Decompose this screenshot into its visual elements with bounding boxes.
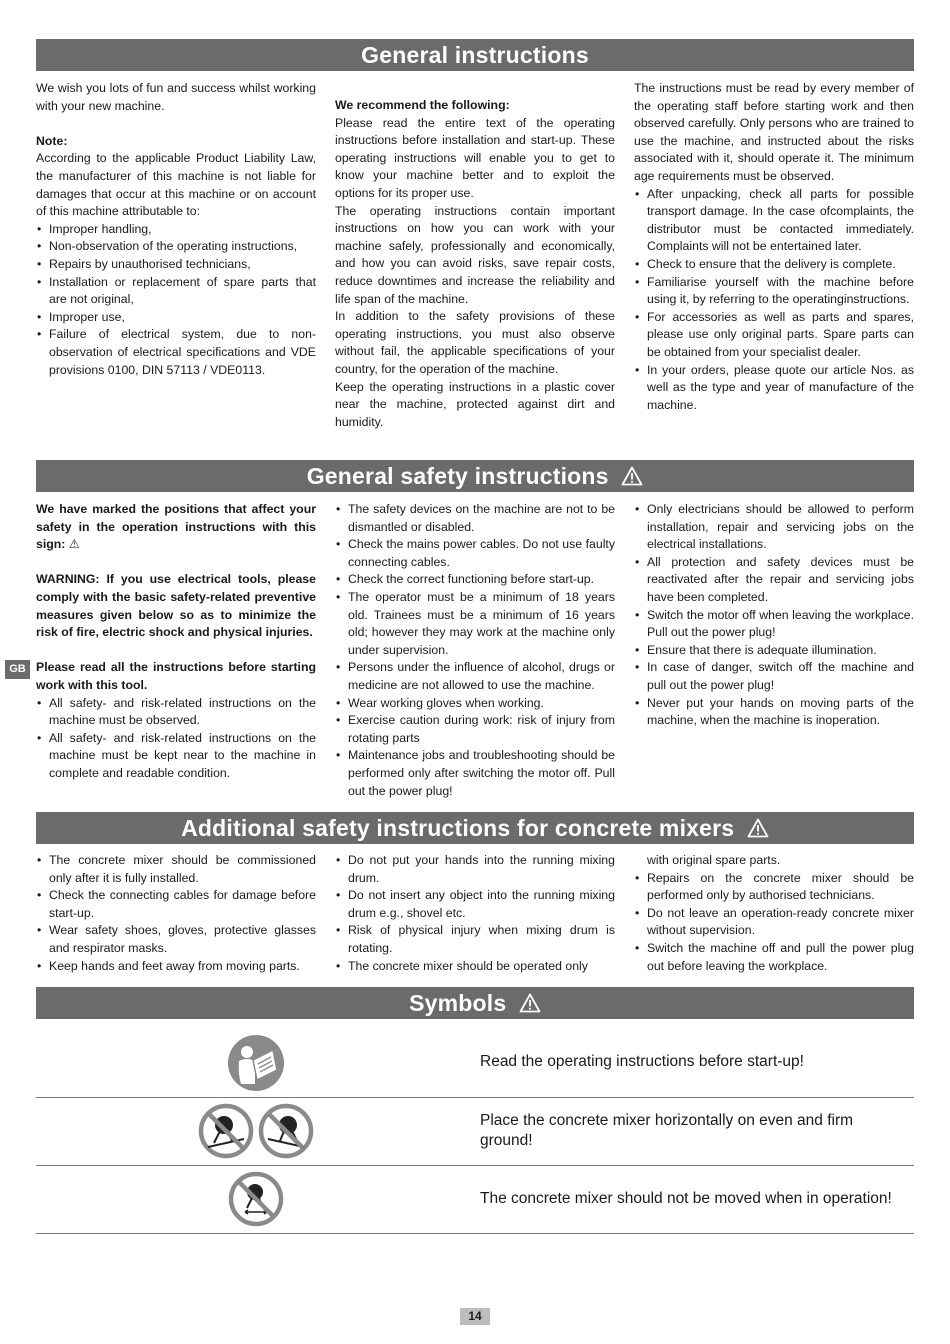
list-item: • Keep hands and feet away from moving parts.	[36, 958, 316, 976]
list-item: • Check the mains power cables. Do not use faulty connecting cables.	[335, 536, 615, 571]
list-item: • Do not insert any object into the running mixing drum e.g., shovel etc.	[335, 887, 615, 922]
sign-explanation: We have marked the positions that affect your safety in the operation instructions with this sign: ⚠	[36, 502, 316, 552]
paragraph: Keep the operating instructions in a plastic cover near the machine, protected against dirt and humidity.	[335, 379, 615, 429]
list-item: • Failure of electrical system, due to non-observation of electrical specifications and VDE provisions 0100, DIN 57113 / VDE0113.	[36, 326, 316, 379]
list-item: • Switch the motor off when leaving the workplace. Pull out the power plug!	[634, 607, 914, 642]
list-item: • Persons under the influence of alcohol, drugs or medicine are not allowed to use the machine.	[335, 659, 615, 694]
list-item: • Switch the machine off and pull the power plug out before leaving the workplace.	[634, 940, 914, 975]
no-tilt-left-icon	[198, 1103, 254, 1159]
list-item: • The concrete mixer should be commissioned only after it is fully installed.	[36, 852, 316, 887]
additional-list-1	[36, 852, 316, 975]
section-heading-symbols: Symbols	[36, 987, 914, 1019]
note-heading: Note:	[36, 133, 68, 148]
section-heading-safety: General safety instructions	[36, 460, 914, 492]
list-item: • Only electricians should be allowed to perform installation, repair and servicing jobs on the electrical installations.	[634, 501, 914, 554]
list-item: • Wear safety shoes, gloves, protective glasses and respirator masks.	[36, 922, 316, 957]
general-column-2	[335, 97, 615, 431]
list-item: • Improper handling,	[36, 221, 316, 239]
page-number: 14	[460, 1308, 490, 1325]
safety-list-1	[36, 695, 316, 783]
list-item: • Installation or replacement of spare parts that are not original,	[36, 274, 316, 309]
language-tab: GB	[5, 660, 30, 679]
list-item: • After unpacking, check all parts for possible transport damage. In the case ofcomplaints, the distributor must be contacted immediately. Complaints will not be entertained later.	[634, 186, 914, 256]
additional-list-2	[335, 852, 615, 975]
symbol-row	[36, 1030, 914, 1098]
safety-list-3	[634, 501, 914, 730]
list-item: • Risk of physical injury when mixing drum is rotating.	[335, 922, 615, 957]
list-item: • Non-observation of the operating instructions,	[36, 238, 316, 256]
list-item: • Check the correct functioning before start-up.	[335, 571, 615, 589]
list-item: • The concrete mixer should be operated only	[335, 958, 615, 976]
list-item: • The safety devices on the machine are not to be dismantled or disabled.	[335, 501, 615, 536]
symbol-description: Read the operating instructions before start-up!	[480, 1053, 804, 1070]
safety-column-2	[335, 501, 615, 800]
additional-column-1	[36, 852, 316, 975]
list-item: • All safety- and risk-related instructions on the machine must be kept near to the machine in complete and readable condition.	[36, 730, 316, 783]
intro-text: We wish you lots of fun and success whilst working with your new machine.	[36, 81, 316, 113]
list-item: • Maintenance jobs and troubleshooting should be performed only after switching the motor off. Pull out the power plug!	[335, 747, 615, 800]
warning-icon	[621, 462, 643, 494]
list-item: • Do not put your hands into the running mixing drum.	[335, 852, 615, 887]
list-item: • The operator must be a minimum of 18 years old. Trainees must be a minimum of 16 years old; however they may work at the machine only under supervision.	[335, 589, 615, 659]
list-item: • All protection and safety devices must be reactivated after the repair and servicing jobs have been completed.	[634, 554, 914, 607]
recommend-heading: We recommend the following:	[335, 98, 510, 112]
symbol-description: Place the concrete mixer horizontally on even and firm ground!	[480, 1112, 854, 1149]
list-item: • Never put your hands on moving parts of the machine, when the machine is inoperation.	[634, 695, 914, 730]
paragraph: In addition to the safety provisions of these operating instructions, you must also observe without fail, the applicable specifications of your country, for the operation of the machine.	[335, 309, 615, 376]
paragraph: The operating instructions contain important instructions on how you can work with your machine safely, professionally and economically, and how you can avoid risks, save repair costs, reduce downtimes and increase the reliability and life span of the machine.	[335, 203, 615, 306]
list-item: • For accessories as well as parts and spares, please use only original parts. Spare parts can be obtained from your specialist dealer.	[634, 309, 914, 362]
list-item: • Wear working gloves when working.	[335, 695, 615, 713]
list-item: • Do not leave an operation-ready concrete mixer without supervision.	[634, 905, 914, 940]
list-item: • Repairs by unauthorised technicians,	[36, 256, 316, 274]
general-column-3	[634, 80, 914, 414]
list-item: • Improper use,	[36, 309, 316, 327]
list-item: • In case of danger, switch off the machine and pull out the power plug!	[634, 659, 914, 694]
list-item: • Ensure that there is adequate illumination.	[634, 642, 914, 660]
list-item: • In your orders, please quote our article Nos. as well as the type and year of manufacture of the machine.	[634, 362, 914, 415]
list-item: • Exercise caution during work: risk of injury from rotating parts	[335, 712, 615, 747]
additional-list-3	[634, 870, 914, 976]
section-heading-additional: Additional safety instructions for concrete mixers	[36, 812, 914, 844]
section-heading-general: General instructions	[36, 39, 914, 71]
no-tilt-right-icon	[258, 1103, 314, 1159]
list-item: • Check the connecting cables for damage before start-up.	[36, 887, 316, 922]
additional-column-2	[335, 852, 615, 975]
no-moving-in-operation-icon	[228, 1171, 284, 1227]
additional-column-3	[634, 852, 914, 975]
checklist	[634, 186, 914, 415]
symbol-description: The concrete mixer should not be moved when in operation!	[480, 1190, 892, 1207]
safety-column-1	[36, 501, 316, 783]
paragraph: Please read the entire text of the operating instructions before installation and start-up. These operating instructions will enable you to get to know your machine better and to exploit the options for its proper use.	[335, 115, 615, 200]
continued-text: with original spare parts.	[647, 853, 781, 867]
note-text: According to the applicable Product Liability Law, the manufacturer of this machine is not liable for damages that occur at this machine or on account of this machine attributable to:	[36, 151, 316, 219]
warning-icon	[747, 814, 769, 846]
safety-list-2	[335, 501, 615, 800]
safety-column-3	[634, 501, 914, 730]
liability-list	[36, 221, 316, 379]
list-item: • Familiarise yourself with the machine before using it, by referring to the operatinginstructions.	[634, 274, 914, 309]
list-item: • Check to ensure that the delivery is complete.	[634, 256, 914, 274]
read-manual-icon	[227, 1034, 285, 1092]
symbol-row	[36, 1165, 914, 1234]
read-instructions-paragraph: Please read all the instructions before starting work with this tool.	[36, 660, 316, 692]
symbol-row	[36, 1097, 914, 1166]
paragraph: The instructions must be read by every member of the operating staff before starting work and then observed carefully. Only persons who are trained to use the machine, and instructed about the risks associated with it, should operate it. The minimum age requirements must be observed.	[634, 81, 915, 183]
general-column-1	[36, 80, 316, 379]
warning-icon	[519, 989, 541, 1021]
list-item: • All safety- and risk-related instructions on the machine must be observed.	[36, 695, 316, 730]
list-item: • Repairs on the concrete mixer should be performed only by authorised technicians.	[634, 870, 914, 905]
warning-paragraph: WARNING: If you use electrical tools, please comply with the basic safety-related preventive measures given below so as to minimize the risk of fire, electric shock and physical injuries.	[36, 572, 316, 640]
